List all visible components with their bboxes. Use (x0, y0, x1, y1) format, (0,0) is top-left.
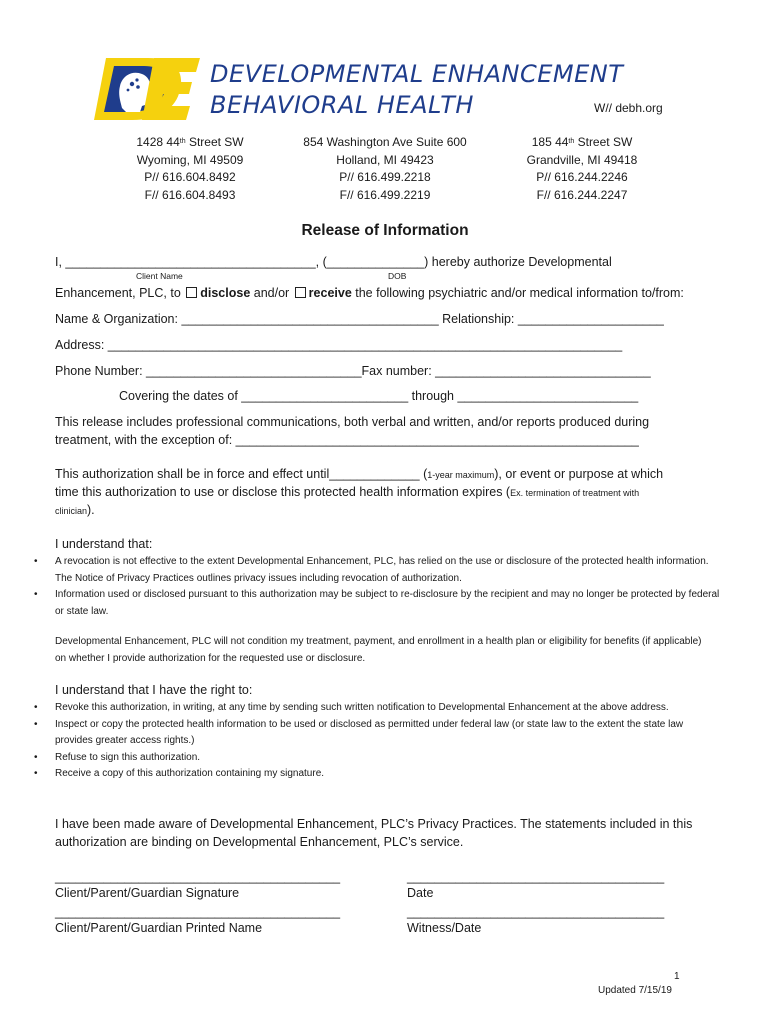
list-item: • A revocation is not effective to the extent Developmental Enhancement, PLC, has relied on the use or disclosure of the protected health information. The Notice of Privacy Practices outlines privacy issues including revocation of authorization. (55, 554, 720, 587)
office-fax: F// 616.499.2219 (339, 187, 431, 202)
disclose-label: disclose (200, 286, 251, 300)
client-name-label: Client Name (136, 271, 183, 281)
list-item: • Refuse to sign this authorization. (55, 750, 715, 767)
authorization-expiry-line2: time this authorization to use or disclose this protected health information expires (Ex. termination of treatment with (55, 485, 640, 499)
office-street: 185 44th Street SW (531, 135, 633, 149)
disclose-checkbox[interactable] (186, 287, 197, 298)
office-wyoming (110, 134, 270, 204)
dob-label: DOB (388, 271, 407, 281)
office-fax: F// 616.244.2247 (536, 187, 628, 202)
printed-name-line[interactable]: _________________________________________ (55, 905, 341, 919)
witness-date-label: Witness/Date (407, 921, 482, 935)
updated-date: Updated 7/15/19 (598, 985, 672, 996)
list-item: • Revoke this authorization, in writing, at any time by sending such written notification to Developmental Enhancement at the above address. (55, 700, 715, 717)
website-text: W// debh.org (594, 101, 663, 115)
office-phone: P// 616.604.8492 (144, 170, 236, 184)
brand-name-line1: DEVELOPMENTAL ENHANCEMENT (210, 60, 624, 88)
office-city: Grandville, MI 49418 (526, 152, 638, 167)
privacy-awareness-statement: I have been made aware of Developmental Enhancement, PLC’s Privacy Practices. The statements included in this authorization are binding on Developmental Enhancement, PLC’s service. (55, 817, 693, 849)
date-line[interactable]: _____________________________________ (407, 870, 665, 884)
authorization-expiry-line1[interactable]: This authorization shall be in force and effect until_____________ (1-year maximum), or event or purpose at which (55, 467, 664, 481)
name-organization-field[interactable]: Name & Organization: _____________________________________ Relationship: _____________________ (55, 312, 664, 326)
client-name-dob-line[interactable]: I, ____________________________________, (______________) hereby authorize Developmental (55, 255, 612, 269)
list-item: • Inspect or copy the protected health information to be used or disclosed as permitted under federal law (or state law to the extent the state law provides greater access rights.) (55, 717, 715, 750)
office-grandville (502, 134, 662, 204)
company-logo (92, 56, 202, 122)
signature-label: Client/Parent/Guardian Signature (55, 886, 240, 900)
release-text-line1: This release includes professional communications, both verbal and written, and/or reports produced during (55, 415, 650, 429)
office-fax: F// 616.604.8493 (144, 187, 236, 202)
condition-statement: Developmental Enhancement, PLC will not condition my treatment, payment, and enrollment in a health plan or eligibility for benefits (if applicable) on whether I provide authorization for the requested use or disclosure. (55, 636, 702, 664)
date-label: Date (407, 886, 434, 900)
authorization-expiry-line3: clinician). (55, 503, 95, 517)
receive-checkbox[interactable] (295, 287, 306, 298)
address-field[interactable]: Address: __________________________________________________________________________ (55, 338, 623, 352)
understand-list (55, 554, 720, 620)
dates-covering-field[interactable]: Covering the dates of ________________________ through __________________________ (119, 389, 639, 403)
receive-label: receive (308, 286, 352, 300)
office-street: 1428 44th Street SW (136, 135, 244, 149)
signature-line[interactable]: _________________________________________ (55, 870, 341, 884)
phone-fax-field[interactable]: Phone Number: _______________________________Fax number: _______________________________ (55, 364, 651, 378)
rights-heading: I understand that I have the right to: (55, 683, 253, 697)
exception-field[interactable]: treatment, with the exception of: __________________________________________________________ (55, 433, 639, 447)
list-item: • Receive a copy of this authorization containing my signature. (55, 766, 715, 783)
understand-heading: I understand that: (55, 537, 153, 551)
list-item: • Information used or disclosed pursuant to this authorization may be subject to re-disclosure by the recipient and may no longer be protected by federal or state law. (55, 587, 720, 620)
page-number: 1 (674, 971, 680, 982)
disclose-receive-line: Enhancement, PLC, to disclose and/or receive the following psychiatric and/or medical information to/from: (55, 286, 684, 300)
office-phone: P// 616.499.2218 (339, 170, 431, 184)
office-city: Holland, MI 49423 (336, 152, 434, 167)
office-street: 854 Washington Ave Suite 600 (303, 135, 467, 149)
brand-name-line2: BEHAVIORAL HEALTH (210, 91, 474, 119)
printed-name-label: Client/Parent/Guardian Printed Name (55, 921, 263, 935)
form-title: Release of Information (301, 222, 469, 239)
office-city: Wyoming, MI 49509 (136, 152, 244, 167)
witness-date-line[interactable]: _____________________________________ (407, 905, 665, 919)
office-phone: P// 616.244.2246 (536, 170, 628, 184)
rights-list (55, 700, 715, 783)
office-holland (290, 134, 480, 204)
